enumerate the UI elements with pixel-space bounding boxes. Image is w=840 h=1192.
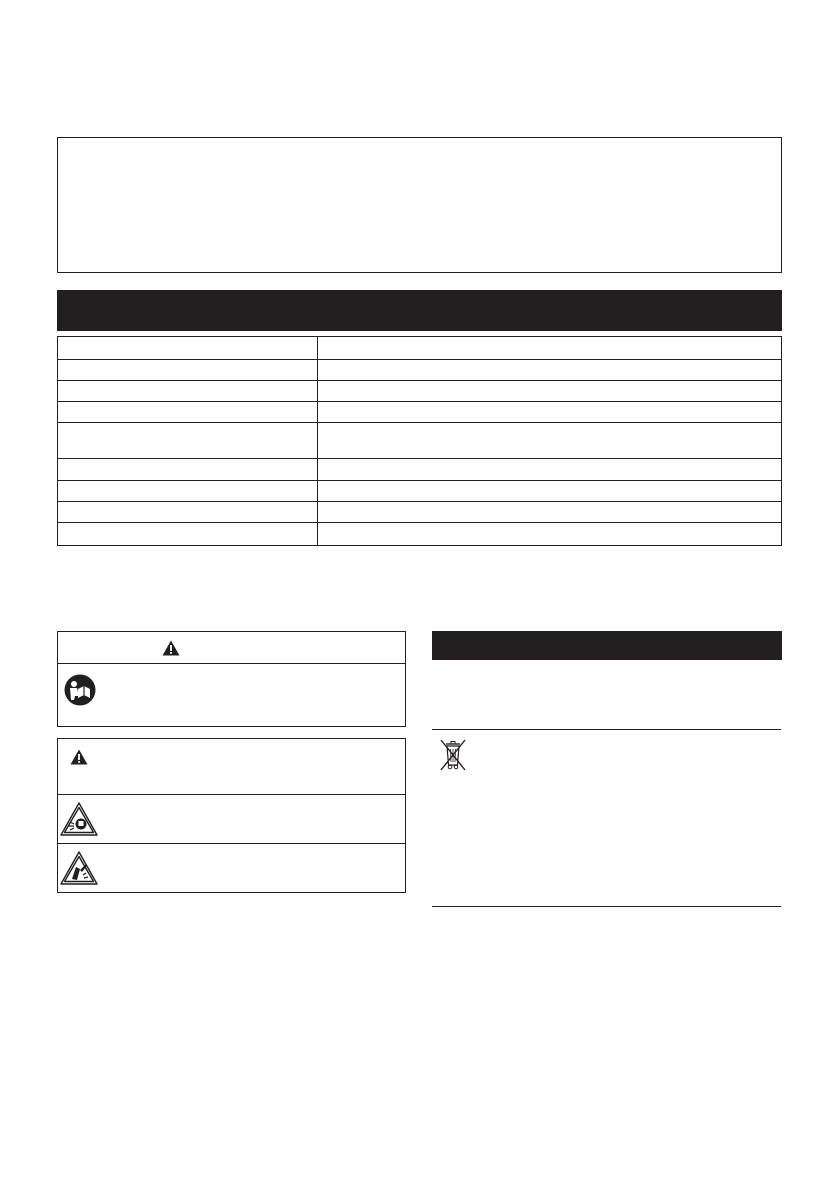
spec-value [318, 423, 782, 459]
table-row [58, 481, 782, 502]
table-row [58, 381, 782, 402]
spec-value [318, 502, 782, 523]
hazard-symbols-box [57, 738, 406, 893]
table-row [58, 423, 782, 459]
safety-warning-box [57, 631, 406, 727]
spec-label [58, 502, 318, 523]
spec-label [58, 337, 318, 360]
cut-hazard-icon [60, 851, 98, 885]
spec-label [58, 402, 318, 423]
crossed-out-wheelie-bin-icon [439, 738, 467, 772]
table-row [58, 459, 782, 481]
spec-label [58, 459, 318, 481]
divider [432, 729, 781, 730]
specifications-header-bar [57, 290, 782, 331]
spec-label [58, 523, 318, 546]
disposal-header-bar [432, 631, 782, 660]
table-row [58, 360, 782, 381]
spec-label [58, 481, 318, 502]
divider [58, 843, 405, 844]
warning-triangle-icon [162, 640, 180, 656]
spec-label [58, 381, 318, 402]
specifications-table [57, 336, 782, 546]
warning-triangle-icon [70, 749, 88, 765]
table-row [58, 523, 782, 546]
spec-value [318, 402, 782, 423]
spec-value [318, 481, 782, 502]
table-row [58, 337, 782, 360]
table-row [58, 502, 782, 523]
wear-eye-protection-icon [60, 802, 98, 836]
read-manual-icon [64, 674, 96, 706]
spec-label [58, 423, 318, 459]
spec-value [318, 381, 782, 402]
notice-box [57, 137, 782, 273]
divider [58, 794, 405, 795]
spec-value [318, 360, 782, 381]
divider [432, 906, 781, 907]
table-row [58, 402, 782, 423]
safety-warning-title-row [58, 632, 405, 664]
spec-value [318, 523, 782, 546]
spec-value [318, 459, 782, 481]
spec-value [318, 337, 782, 360]
spec-label [58, 360, 318, 381]
